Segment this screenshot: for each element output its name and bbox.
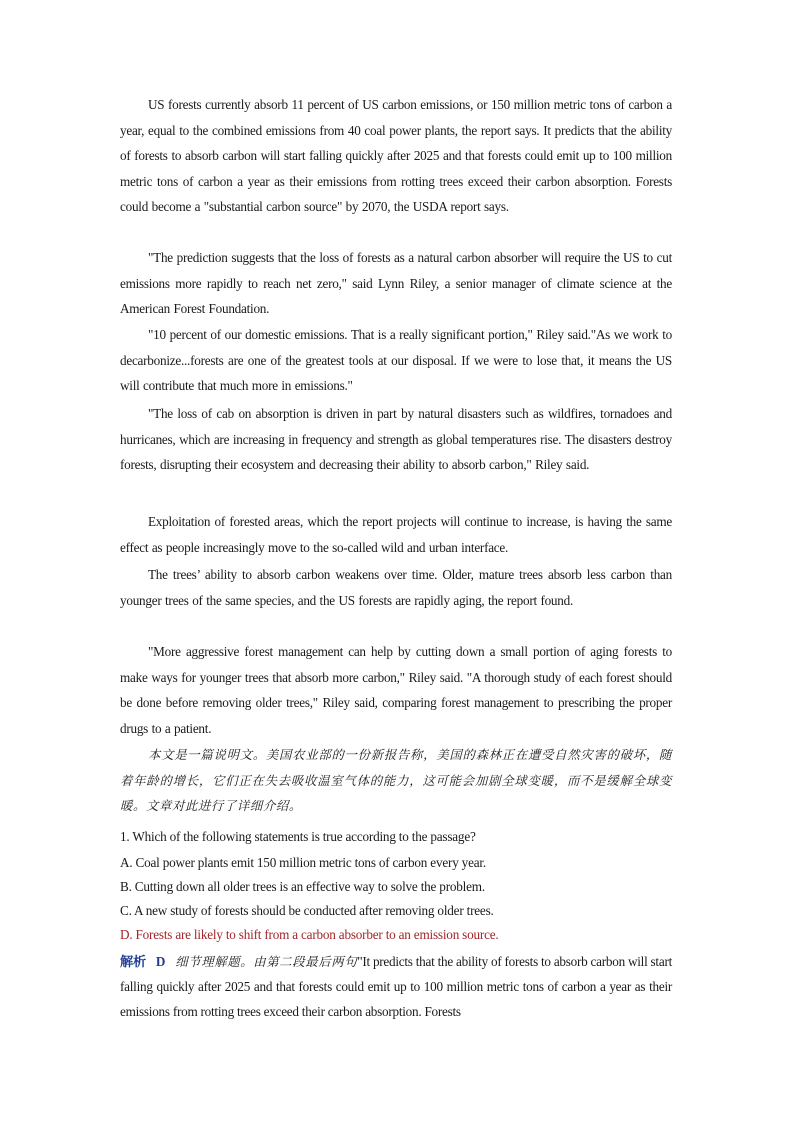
analysis-label: 解析 (120, 954, 146, 969)
analysis-answer: D (155, 954, 166, 969)
chinese-summary: 本文是一篇说明文。美国农业部的一份新报告称，美国的森林正在遭受自然灾害的破坏，随着年龄的增长，它们正在失去吸收温室气体的能力，这可能会加剧全球变暖，而不是缓解全球变暖。文章对此进行了详细介绍。 (120, 747, 672, 813)
question-stem: 1. Which of the following statements is true according to the passage? (120, 829, 476, 844)
passage-paragraph-7: "More aggressive forest management can help by cutting down a small portion of aging forests to make ways for younger trees that absorb more carbon," Riley said. "A thorough study of each forest should be done before removing older trees," Riley said, comparing forest management to prescribing the proper drugs to a patient. (120, 644, 672, 736)
passage-paragraph-4: "The loss of cab on absorption is driven in part by natural disasters such as wildfires, tornadoes and hurricanes, which are increasing in frequency and strength as global temperatures rise. The disasters destroy forests, disrupting their ecosystem and decreasing their ability to absorb carbon," Riley said. (120, 406, 672, 472)
analysis-text: "It predicts that the ability of forests to absorb carbon will start falling quickly after 2025 and that forests could emit up to 100 million metric tons of carbon a year as their emissions from rotting trees exceed their carbon absorption. Forests (120, 954, 672, 1019)
option-d-correct: D. Forests are likely to shift from a carbon absorber to an emission source. (120, 927, 499, 942)
passage-paragraph-3: "10 percent of our domestic emissions. That is a really significant portion," Riley said."As we work to decarbonize...forests are one of the greatest tools at our disposal. If we were to lose that, it means the US will contribute that much more in emissions." (120, 327, 672, 393)
passage-paragraph-2: "The prediction suggests that the loss of forests as a natural carbon absorber will require the US to cut emissions more rapidly to reach net zero," said Lynn Riley, a senior manager of climate science at the American Forest Foundation. (120, 250, 672, 316)
analysis-block (120, 949, 672, 1024)
analysis-type: 细节理解题。由第二段最后两句 (175, 954, 358, 969)
option-a: A. Coal power plants emit 150 million metric tons of carbon every year. (120, 855, 486, 870)
passage-paragraph-5: Exploitation of forested areas, which the report projects will continue to increase, is having the same effect as people increasingly move to the so-called wild and urban interface. (120, 514, 672, 555)
passage-paragraph-1: US forests currently absorb 11 percent of US carbon emissions, or 150 million metric tons of carbon a year, equal to the combined emissions from 40 coal power plants, the report says. It predicts that the ability of forests to absorb carbon will start falling quickly after 2025 and that forests could emit up to 100 million metric tons of carbon a year as their emissions from rotting trees exceed their carbon absorption. Forests could become a "substantial carbon source" by 2070, the USDA report says. (120, 97, 672, 214)
passage-paragraph-6: The trees’ ability to absorb carbon weakens over time. Older, mature trees absorb less carbon than younger trees of the same species, and the US forests are rapidly aging, the report found. (120, 567, 672, 608)
option-c: C. A new study of forests should be conducted after removing older trees. (120, 903, 494, 918)
option-b: B. Cutting down all older trees is an effective way to solve the problem. (120, 879, 485, 894)
